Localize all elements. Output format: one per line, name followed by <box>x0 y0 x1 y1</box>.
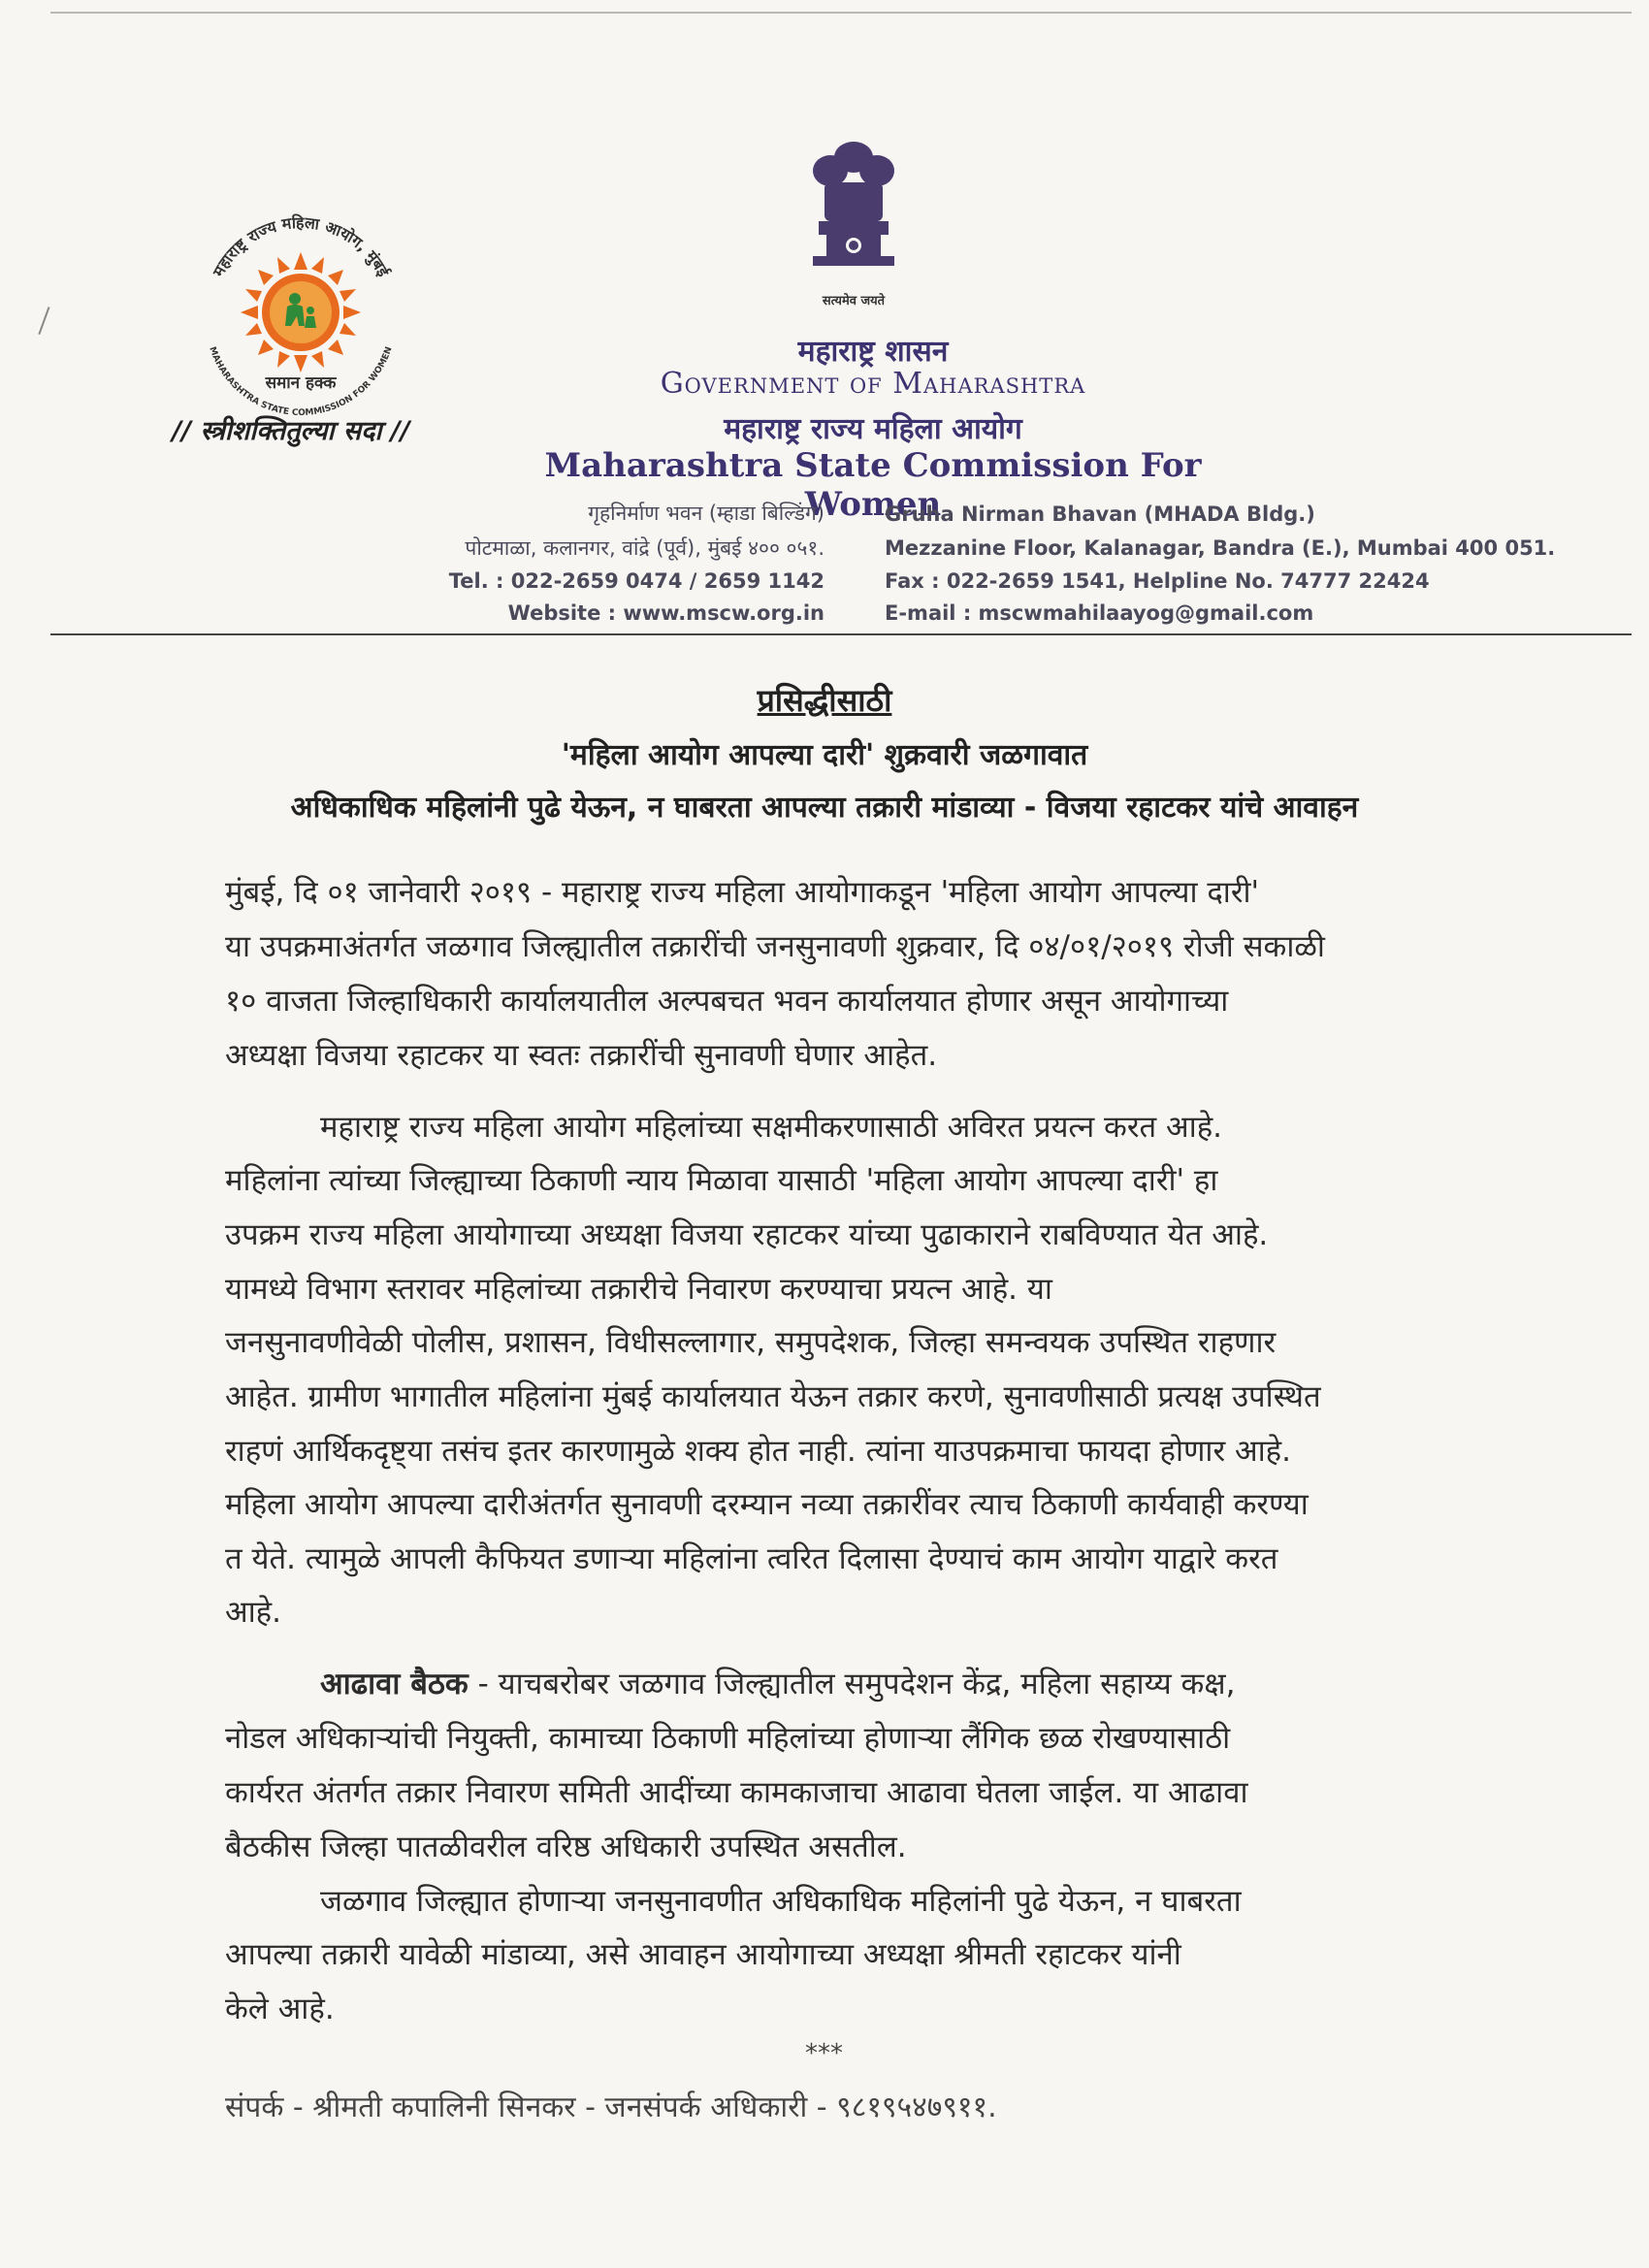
para2-line-7: राहणं आर्थिकदृष्ट्या तसंच इतर कारणामुळे शक्य होत नाही. त्यांना याउपक्रमाचा फायदा होणार आहे. <box>225 1434 1291 1469</box>
govt-title-marathi: महाराष्ट्र शासन <box>797 335 949 369</box>
para3-line-1-text: - याचबरोबर जळगाव जिल्ह्यातील समुपदेशन केंद्र, महिला सहाय्य कक्ष, <box>468 1667 1236 1701</box>
para3-line-3: कार्यरत अंतर्गत तक्रार निवारण समिती आदींच्या कामकाजाचा आढावा घेतला जाईल. या आढावा <box>225 1775 1248 1810</box>
address-left-phone: Tel. : 022-2659 0474 / 2659 1142 <box>448 569 824 593</box>
svg-text:महाराष्ट्र राज्य महिला आयोग, म <box>209 213 393 280</box>
para1-line-3: १० वाजता जिल्हाधिकारी कार्यालयातील अल्पबचत भवन कार्यालयात होणार असून आयोगाच्या <box>225 984 1229 1019</box>
para1-line-1: मुंबई, दि ०१ जानेवारी २०१९ - महाराष्ट्र राज्य महिला आयोगाकडून 'महिला आयोग आपल्या दारी' <box>225 875 1260 910</box>
emblem-caption: सत्यमेव जयते <box>822 294 886 308</box>
section-separator: *** <box>805 2039 843 2068</box>
commission-seal-icon <box>184 194 417 427</box>
para2-line-1: महाराष्ट्र राज्य महिला आयोग महिलांच्या सक्षमीकरणासाठी अविरत प्रयत्न करत आहे. <box>320 1110 1223 1145</box>
para4-line-1: जळगाव जिल्ह्यात होणाऱ्या जनसुनावणीत अधिकाधिक महिलांनी पुढे येऊन, न घाबरता <box>320 1884 1242 1919</box>
address-right-email: E-mail : mscwmahilaayog@gmail.com <box>885 601 1314 625</box>
para1-line-2: या उपक्रमाअंतर्गत जळगाव जिल्ह्यातील तक्रारींची जनसुनावणी शुक्रवार, दि ०४/०१/२०१९ रोजी सकाळी <box>225 929 1325 964</box>
seal-ring-top: महाराष्ट्र राज्य महिला आयोग, मुंबई <box>209 212 393 280</box>
para2-line-5: जनसुनावणीवेळी पोलीस, प्रशासन, विधीसल्लागार, समुपदेशक, जिल्हा समन्वयक उपस्थित राहणार <box>225 1325 1277 1360</box>
subheadline: अधिकाधिक महिलांनी पुढे येऊन, न घाबरता आपल्या तक्रारी मांडाव्या - विजया रहाटकर यांचे आवाहन <box>290 791 1359 825</box>
address-left-line-1: गृहनिर्माण भवन (म्हाडा बिल्डिंग) <box>588 502 824 525</box>
para2-line-4: यामध्ये विभाग स्तरावर महिलांच्या तक्रारीचे निवारण करण्याचा प्रयत्न आहे. या <box>225 1272 1052 1307</box>
seal-ring-bottom: MAHARASHTRA STATE COMMISSION FOR WOMEN <box>207 345 395 419</box>
para3-line-4: बैठकीस जिल्हा पातळीवरील वरिष्ठ अधिकारी उपस्थित असतील. <box>225 1830 907 1864</box>
commission-motto: // स्त्रीशक्तितुल्या सदा // <box>172 416 410 446</box>
headline: 'महिला आयोग आपल्या दारी' शुक्रवारी जळगावात <box>561 738 1088 772</box>
para2-line-10: आहे. <box>225 1595 281 1630</box>
para2-line-9: त येते. त्यामुळे आपली कैफियत डणाऱ्या महिलांना त्वरित दिलासा देण्याचं काम आयोग याद्वारे करत <box>225 1541 1278 1576</box>
para2-line-8: महिला आयोग आपल्या दारीअंतर्गत सुनावणी दरम्यान नव्या तक्रारींवर त्याच ठिकाणी कार्यवाही करण्या <box>225 1487 1309 1522</box>
para4-line-2: आपल्या तक्रारी यावेळी मांडाव्या, असे आवाहन आयोगाच्या अध्यक्षा श्रीमती रहाटकर यांनी <box>225 1937 1181 1972</box>
contact-line: संपर्क - श्रीमती कपालिनी सिनकर - जनसंपर्क अधिकारी - ९८१९५४७९११. <box>225 2090 997 2124</box>
para2-line-6: आहेत. ग्रामीण भागातील महिलांना मुंबई कार्यालयात येऊन तक्रार करणे, सुनावणीसाठी प्रत्यक्ष उपस्थित <box>225 1379 1321 1414</box>
para2-line-3: उपक्रम राज्य महिला आयोगाच्या अध्यक्षा विजया रहाटकर यांच्या पुढाकाराने राबविण्यात येत आहे. <box>225 1217 1269 1252</box>
commission-title-marathi: महाराष्ट्र राज्य महिला आयोग <box>724 412 1022 446</box>
para1-line-4: अध्यक्षा विजया रहाटकर या स्वतः तक्रारींची सुनावणी घेणार आहेत. <box>225 1038 938 1073</box>
review-meeting-label: आढावा बैठक <box>320 1667 469 1701</box>
para2-line-2: महिलांना त्यांच्या जिल्ह्याच्या ठिकाणी न्याय मिळावा यासाठी 'महिला आयोग आपल्या दारी' हा <box>225 1163 1218 1198</box>
address-right-fax: Fax : 022-2659 1541, Helpline No. 74777 22424 <box>885 569 1430 593</box>
commission-title-english: Maharashtra State Commission For Women <box>544 446 1202 524</box>
top-border-rule <box>50 12 1632 14</box>
national-emblem-icon <box>795 138 912 293</box>
para3-line-1 <box>320 1663 1235 1703</box>
seal-center-text: समान हक्क <box>265 373 337 393</box>
address-left-website: Website : www.mscw.org.in <box>507 601 824 625</box>
address-right-line-2: Mezzanine Floor, Kalanagar, Bandra (E.), Mumbai 400 051. <box>885 536 1556 560</box>
header-divider <box>50 633 1632 635</box>
address-right-line-1: Gruha Nirman Bhavan (MHADA Bldg.) <box>885 502 1315 526</box>
govt-title-english: Government of Maharashtra <box>660 367 1086 401</box>
address-left-line-2: पोटमाळा, कलानगर, वांद्रे (पूर्व), मुंबई ४०० ०५१. <box>465 536 824 560</box>
scan-mark <box>38 307 62 340</box>
release-label: प्रसिद्धीसाठी <box>757 682 892 719</box>
para3-line-2: नोडल अधिकाऱ्यांची नियुक्ती, कामाच्या ठिकाणी महिलांच्या होणाऱ्या लैंगिक छळ रोखण्यासाठी <box>225 1721 1231 1756</box>
para4-line-3: केले आहे. <box>225 1992 335 2026</box>
